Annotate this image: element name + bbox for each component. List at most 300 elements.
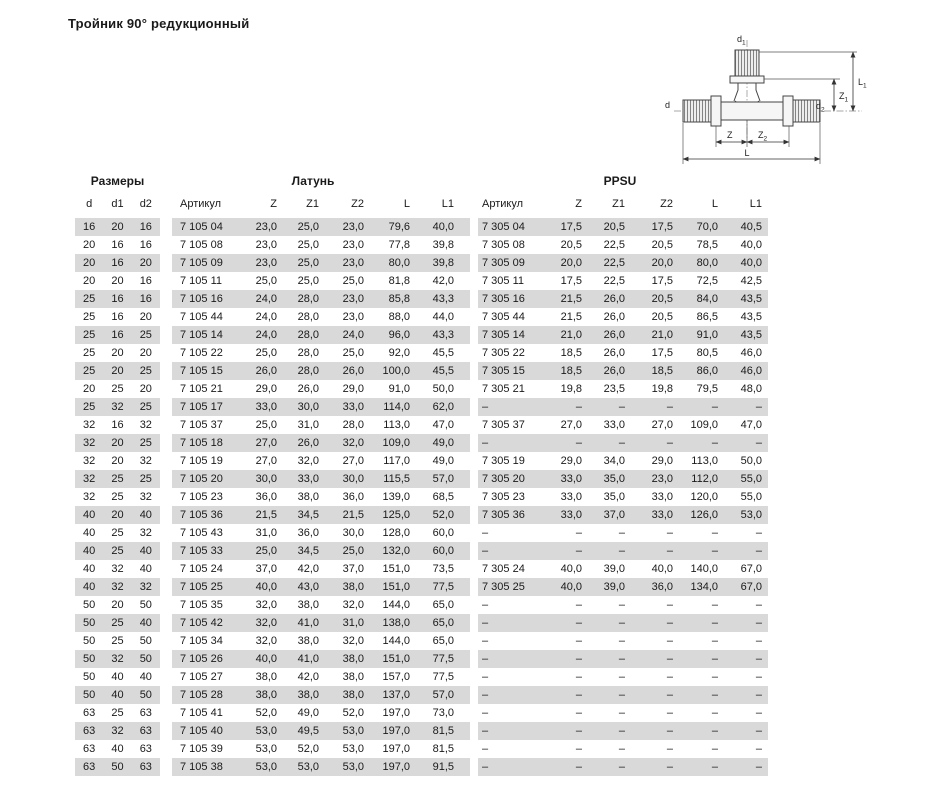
cell-ppsu-z2: – — [666, 725, 673, 737]
cell-ppsu-article: – — [482, 689, 489, 701]
cell-ppsu-l1: 46,0 — [740, 365, 762, 377]
cell-d1: 32 — [111, 563, 124, 575]
cell-brass-z2: 25,0 — [342, 545, 364, 557]
cell-brass-z1: 41,0 — [297, 653, 319, 665]
cell-d1: 20 — [111, 599, 124, 611]
cell-d: 63 — [83, 761, 96, 773]
cell-brass-article: 7 105 40 — [180, 725, 223, 737]
cell-ppsu-z2: 17,5 — [651, 275, 673, 287]
cell-d1: 20 — [111, 275, 124, 287]
cell-d1: 25 — [111, 527, 124, 539]
cell-brass-article: 7 105 22 — [180, 347, 223, 359]
cell-ppsu-z: 21,5 — [560, 311, 582, 323]
cell-brass-z1: 36,0 — [297, 527, 319, 539]
cell-ppsu-article: 7 305 25 — [482, 581, 525, 593]
cell-brass-l1: 47,0 — [432, 419, 454, 431]
table-row — [75, 704, 768, 722]
cell-ppsu-article: – — [482, 437, 489, 449]
cell-ppsu-article: – — [482, 545, 489, 557]
cell-brass-z: 38,0 — [255, 671, 277, 683]
cell-brass-l1: 91,5 — [432, 761, 454, 773]
cell-ppsu-l: – — [711, 599, 718, 611]
cell-ppsu-z2: – — [666, 761, 673, 773]
cell-d2: 25 — [139, 329, 152, 341]
cell-brass-z1: 34,5 — [297, 545, 319, 557]
cell-brass-article: 7 105 33 — [180, 545, 223, 557]
table-row — [75, 542, 768, 560]
cell-brass-z2: 53,0 — [342, 725, 364, 737]
cell-d2: 32 — [139, 527, 152, 539]
table-row — [75, 326, 768, 344]
cell-ppsu-z: – — [575, 617, 582, 629]
cell-d: 25 — [83, 347, 96, 359]
cell-brass-z: 40,0 — [255, 581, 277, 593]
table-row — [75, 362, 768, 380]
cell-ppsu-l1: – — [755, 437, 762, 449]
cell-ppsu-l1: 40,0 — [740, 257, 762, 269]
col-header-ppsu-l: L — [711, 198, 718, 210]
cell-brass-l: 197,0 — [382, 761, 410, 773]
cell-ppsu-z: 33,0 — [560, 491, 582, 503]
cell-brass-article: 7 105 16 — [180, 293, 223, 305]
cell-ppsu-z2: 36,0 — [651, 581, 673, 593]
cell-ppsu-l1: 46,0 — [740, 347, 762, 359]
cell-d: 50 — [83, 617, 96, 629]
dim-label-z1: $Z_1$ — [839, 91, 849, 104]
cell-d2: 50 — [139, 653, 152, 665]
cell-brass-article: 7 105 42 — [180, 617, 223, 629]
dim-label-z2: $Z_2$ — [758, 130, 768, 143]
table-row — [75, 560, 768, 578]
cell-brass-z1: 34,5 — [297, 509, 319, 521]
cell-ppsu-l: – — [711, 761, 718, 773]
table-row — [75, 470, 768, 488]
cell-ppsu-z: 20,0 — [560, 257, 582, 269]
cell-d1: 25 — [111, 473, 124, 485]
cell-ppsu-article: – — [482, 707, 489, 719]
cell-brass-z1: 38,0 — [297, 491, 319, 503]
cell-ppsu-z1: 22,5 — [603, 257, 625, 269]
cell-d1: 25 — [111, 707, 124, 719]
cell-brass-z: 23,0 — [255, 221, 277, 233]
cell-ppsu-z: – — [575, 707, 582, 719]
cell-brass-z1: 28,0 — [297, 311, 319, 323]
cell-ppsu-l: – — [711, 635, 718, 647]
table-row — [75, 218, 768, 236]
cell-d2: 32 — [139, 455, 152, 467]
col-header-ppsu-z1: Z1 — [612, 198, 625, 210]
cell-brass-l: 128,0 — [382, 527, 410, 539]
cell-d: 50 — [83, 689, 96, 701]
cell-ppsu-l1: 48,0 — [740, 383, 762, 395]
cell-ppsu-article: 7 305 14 — [482, 329, 525, 341]
cell-ppsu-l1: 47,0 — [740, 419, 762, 431]
cell-ppsu-z2: 29,0 — [651, 455, 673, 467]
cell-ppsu-article: 7 305 08 — [482, 239, 525, 251]
cell-brass-z: 29,0 — [255, 383, 277, 395]
table-row — [75, 632, 768, 650]
cell-brass-l1: 65,0 — [432, 599, 454, 611]
cell-brass-l: 151,0 — [382, 653, 410, 665]
cell-brass-l1: 81,5 — [432, 725, 454, 737]
cell-ppsu-article: – — [482, 527, 489, 539]
cell-ppsu-l: 86,0 — [696, 365, 718, 377]
cell-brass-l: 197,0 — [382, 743, 410, 755]
cell-brass-l: 77,8 — [388, 239, 410, 251]
cell-d2: 20 — [139, 383, 152, 395]
table-row — [75, 254, 768, 272]
cell-brass-article: 7 105 19 — [180, 455, 223, 467]
cell-brass-z2: 23,0 — [342, 221, 364, 233]
cell-ppsu-l: 91,0 — [696, 329, 718, 341]
cell-d1: 32 — [111, 725, 124, 737]
branch-outlet — [730, 50, 764, 110]
cell-ppsu-l1: – — [755, 545, 762, 557]
cell-d2: 20 — [139, 311, 152, 323]
cell-d1: 20 — [111, 221, 124, 233]
cell-ppsu-z1: 26,0 — [603, 293, 625, 305]
cell-ppsu-article: – — [482, 761, 489, 773]
col-header-brass-article: Артикул — [180, 198, 222, 210]
table-row — [75, 506, 768, 524]
dim-label-d1: $d_1$ — [737, 34, 746, 47]
cell-ppsu-z2: 40,0 — [651, 563, 673, 575]
cell-ppsu-l: 79,5 — [696, 383, 718, 395]
cell-d: 32 — [83, 455, 96, 467]
cell-ppsu-z1: 26,0 — [603, 311, 625, 323]
cell-ppsu-z: 40,0 — [560, 581, 582, 593]
cell-ppsu-z1: 35,0 — [603, 473, 625, 485]
cell-ppsu-z2: 17,5 — [651, 221, 673, 233]
cell-brass-z: 32,0 — [255, 599, 277, 611]
cell-d2: 25 — [139, 401, 152, 413]
cell-brass-l1: 77,5 — [432, 581, 454, 593]
cell-ppsu-article: 7 305 09 — [482, 257, 525, 269]
cell-d: 63 — [83, 707, 96, 719]
cell-brass-z2: 52,0 — [342, 707, 364, 719]
col-header-brass-l: L — [403, 198, 410, 210]
cell-d2: 50 — [139, 599, 152, 611]
cell-ppsu-z: – — [575, 635, 582, 647]
cell-d: 20 — [83, 275, 96, 287]
cell-brass-z: 33,0 — [255, 401, 277, 413]
cell-brass-z1: 26,0 — [297, 437, 319, 449]
cell-ppsu-z2: – — [666, 599, 673, 611]
cell-d: 50 — [83, 671, 96, 683]
cell-brass-z2: 25,0 — [342, 347, 364, 359]
cell-brass-l1: 50,0 — [432, 383, 454, 395]
cell-d2: 50 — [139, 635, 152, 647]
cell-brass-l: 125,0 — [382, 509, 410, 521]
cell-brass-l: 109,0 — [382, 437, 410, 449]
cell-ppsu-z1: 39,0 — [603, 563, 625, 575]
table-body — [75, 218, 768, 776]
cell-d1: 40 — [111, 743, 124, 755]
cell-ppsu-z1: – — [618, 401, 625, 413]
cell-brass-z1: 28,0 — [297, 347, 319, 359]
cell-brass-l1: 52,0 — [432, 509, 454, 521]
cell-ppsu-z2: 20,0 — [651, 257, 673, 269]
cell-brass-l: 137,0 — [382, 689, 410, 701]
cell-brass-l1: 65,0 — [432, 635, 454, 647]
cell-brass-z1: 25,0 — [297, 275, 319, 287]
cell-ppsu-l1: – — [755, 527, 762, 539]
cell-brass-l: 139,0 — [382, 491, 410, 503]
cell-d1: 20 — [111, 509, 124, 521]
cell-ppsu-z: – — [575, 653, 582, 665]
cell-brass-z: 24,0 — [255, 311, 277, 323]
cell-brass-l1: 49,0 — [432, 455, 454, 467]
table-row — [75, 398, 768, 416]
cell-ppsu-z2: – — [666, 653, 673, 665]
cell-d: 25 — [83, 293, 96, 305]
cell-brass-z1: 38,0 — [297, 599, 319, 611]
cell-brass-z1: 49,5 — [297, 725, 319, 737]
cell-ppsu-z1: 26,0 — [603, 347, 625, 359]
cell-ppsu-z1: – — [618, 617, 625, 629]
cell-ppsu-l: 80,5 — [696, 347, 718, 359]
cell-brass-l: 138,0 — [382, 617, 410, 629]
cell-ppsu-l1: – — [755, 653, 762, 665]
cell-ppsu-z1: 20,5 — [603, 221, 625, 233]
cell-ppsu-z1: 37,0 — [603, 509, 625, 521]
cell-brass-article: 7 105 25 — [180, 581, 223, 593]
cell-ppsu-article: – — [482, 743, 489, 755]
cell-brass-l: 197,0 — [382, 707, 410, 719]
cell-brass-article: 7 105 39 — [180, 743, 223, 755]
cell-brass-article: 7 105 34 — [180, 635, 223, 647]
cell-brass-z2: 33,0 — [342, 401, 364, 413]
cell-d1: 40 — [111, 671, 124, 683]
cell-d2: 16 — [139, 239, 152, 251]
col-header-brass-z1: Z1 — [306, 198, 319, 210]
cell-ppsu-l: – — [711, 545, 718, 557]
cell-d1: 16 — [111, 257, 124, 269]
cell-ppsu-l1: – — [755, 707, 762, 719]
table-row — [75, 758, 768, 776]
cell-brass-z2: 53,0 — [342, 743, 364, 755]
cell-ppsu-l1: – — [755, 599, 762, 611]
cell-ppsu-l1: – — [755, 401, 762, 413]
group-header-brass: Латунь — [291, 174, 335, 188]
cell-d2: 25 — [139, 473, 152, 485]
cell-ppsu-l1: – — [755, 671, 762, 683]
cell-ppsu-l: – — [711, 743, 718, 755]
cell-d1: 20 — [111, 347, 124, 359]
cell-ppsu-z1: 22,5 — [603, 275, 625, 287]
cell-brass-article: 7 105 38 — [180, 761, 223, 773]
cell-d: 25 — [83, 401, 96, 413]
cell-d1: 20 — [111, 437, 124, 449]
cell-brass-article: 7 105 14 — [180, 329, 223, 341]
cell-ppsu-z1: – — [618, 635, 625, 647]
cell-ppsu-l: 84,0 — [696, 293, 718, 305]
cell-ppsu-z1: – — [618, 437, 625, 449]
cell-d: 32 — [83, 473, 96, 485]
cell-d1: 25 — [111, 491, 124, 503]
cell-d1: 16 — [111, 419, 124, 431]
cell-ppsu-z: – — [575, 545, 582, 557]
cell-ppsu-l: – — [711, 707, 718, 719]
cell-brass-l: 88,0 — [388, 311, 410, 323]
cell-brass-l1: 68,5 — [432, 491, 454, 503]
cell-ppsu-z2: – — [666, 671, 673, 683]
cell-brass-z1: 42,0 — [297, 671, 319, 683]
cell-brass-l: 151,0 — [382, 581, 410, 593]
cell-brass-l1: 45,5 — [432, 347, 454, 359]
cell-brass-l1: 43,3 — [432, 329, 454, 341]
cell-ppsu-z2: 20,5 — [651, 293, 673, 305]
cell-ppsu-z: – — [575, 743, 582, 755]
cell-ppsu-article: 7 305 44 — [482, 311, 525, 323]
cell-brass-l1: 77,5 — [432, 653, 454, 665]
cell-brass-z: 52,0 — [255, 707, 277, 719]
cell-brass-z1: 38,0 — [297, 689, 319, 701]
cell-d: 32 — [83, 491, 96, 503]
cell-d2: 63 — [139, 707, 152, 719]
cell-brass-z: 36,0 — [255, 491, 277, 503]
cell-brass-z: 27,0 — [255, 455, 277, 467]
cell-brass-z2: 23,0 — [342, 311, 364, 323]
cell-d: 50 — [83, 653, 96, 665]
cell-ppsu-z1: 26,0 — [603, 329, 625, 341]
cell-d1: 32 — [111, 653, 124, 665]
cell-d: 20 — [83, 257, 96, 269]
cell-ppsu-l1: 53,0 — [740, 509, 762, 521]
col-header-ppsu-article: Артикул — [482, 198, 524, 210]
cell-brass-l: 117,0 — [383, 455, 410, 467]
cell-ppsu-l: – — [711, 671, 718, 683]
cell-brass-z2: 23,0 — [342, 257, 364, 269]
table-row — [75, 524, 768, 542]
cell-d1: 32 — [111, 401, 124, 413]
cell-brass-z1: 53,0 — [297, 761, 319, 773]
cell-brass-l: 113,0 — [383, 419, 410, 431]
cell-ppsu-z1: 26,0 — [603, 365, 625, 377]
cell-brass-article: 7 105 37 — [180, 419, 223, 431]
table-row — [75, 290, 768, 308]
table-row — [75, 236, 768, 254]
cell-ppsu-z1: – — [618, 671, 625, 683]
cell-brass-l: 197,0 — [382, 725, 410, 737]
cell-ppsu-z2: – — [666, 743, 673, 755]
cell-brass-l1: 57,0 — [432, 689, 454, 701]
cell-ppsu-z2: 33,0 — [651, 491, 673, 503]
cell-brass-z2: 23,0 — [342, 293, 364, 305]
cell-brass-z2: 23,0 — [342, 239, 364, 251]
cell-d: 25 — [83, 311, 96, 323]
cell-brass-z2: 32,0 — [342, 635, 364, 647]
cell-brass-z2: 53,0 — [342, 761, 364, 773]
cell-brass-z2: 38,0 — [342, 581, 364, 593]
cell-ppsu-z: 33,0 — [560, 473, 582, 485]
cell-brass-z2: 29,0 — [342, 383, 364, 395]
col-header-ppsu-z: Z — [575, 198, 582, 210]
cell-d1: 40 — [111, 689, 124, 701]
cell-brass-z1: 49,0 — [297, 707, 319, 719]
table-row — [75, 272, 768, 290]
table-row — [75, 452, 768, 470]
col-header-brass-z: Z — [270, 198, 277, 210]
cell-brass-l1: 44,0 — [432, 311, 454, 323]
cell-brass-article: 7 105 35 — [180, 599, 223, 611]
cell-ppsu-article: – — [482, 599, 489, 611]
cell-d: 32 — [83, 437, 96, 449]
dim-label-z: Z — [727, 130, 733, 140]
cell-ppsu-l: – — [711, 689, 718, 701]
cell-brass-z: 25,0 — [255, 275, 277, 287]
col-header-d1: d1 — [111, 198, 124, 210]
cell-d1: 25 — [111, 617, 124, 629]
cell-brass-z1: 38,0 — [297, 635, 319, 647]
cell-ppsu-z1: 35,0 — [603, 491, 625, 503]
cell-brass-z: 37,0 — [255, 563, 277, 575]
cell-ppsu-z1: – — [618, 653, 625, 665]
cell-d2: 40 — [139, 509, 152, 521]
cell-ppsu-z1: – — [618, 527, 625, 539]
cell-d2: 40 — [139, 563, 152, 575]
cell-d1: 20 — [111, 455, 124, 467]
cell-brass-z: 31,0 — [255, 527, 277, 539]
col-header-d2: d2 — [139, 198, 152, 210]
cell-brass-l1: 42,0 — [432, 275, 454, 287]
cell-ppsu-l: – — [711, 653, 718, 665]
cell-brass-z2: 21,5 — [342, 509, 364, 521]
cell-ppsu-z: 19,8 — [560, 383, 582, 395]
cell-d2: 63 — [139, 725, 152, 737]
cell-ppsu-z: 21,5 — [560, 293, 582, 305]
cell-brass-z1: 28,0 — [297, 365, 319, 377]
cell-ppsu-z: 29,0 — [560, 455, 582, 467]
cell-brass-z2: 36,0 — [342, 491, 364, 503]
cell-brass-z: 26,0 — [255, 365, 277, 377]
cell-ppsu-z1: – — [618, 743, 625, 755]
table-row — [75, 650, 768, 668]
cell-ppsu-l1: 42,5 — [740, 275, 762, 287]
cell-brass-z1: 30,0 — [297, 401, 319, 413]
cell-brass-z1: 25,0 — [297, 257, 319, 269]
cell-brass-l: 151,0 — [382, 563, 410, 575]
cell-d: 25 — [83, 329, 96, 341]
table-row — [75, 578, 768, 596]
cell-ppsu-z: 27,0 — [560, 419, 582, 431]
tee-fitting-diagram — [650, 20, 938, 170]
cell-brass-z: 27,0 — [255, 437, 277, 449]
cell-ppsu-z2: – — [666, 707, 673, 719]
cell-ppsu-z1: 22,5 — [603, 239, 625, 251]
cell-brass-l1: 57,0 — [432, 473, 454, 485]
cell-ppsu-article: – — [482, 653, 489, 665]
table-row — [75, 416, 768, 434]
dim-label-l: L — [744, 148, 750, 158]
cell-d2: 16 — [139, 221, 152, 233]
table-row — [75, 344, 768, 362]
cell-ppsu-z2: 17,5 — [651, 347, 673, 359]
cell-ppsu-l1: – — [755, 743, 762, 755]
cell-brass-l1: 77,5 — [432, 671, 454, 683]
cell-d2: 50 — [139, 689, 152, 701]
cell-ppsu-l: 86,5 — [696, 311, 718, 323]
cell-ppsu-article: – — [482, 725, 489, 737]
cell-brass-z: 25,0 — [255, 545, 277, 557]
cell-d1: 16 — [111, 311, 124, 323]
cell-ppsu-l1: 43,5 — [740, 311, 762, 323]
cell-brass-z: 53,0 — [255, 725, 277, 737]
cell-brass-l1: 39,8 — [432, 239, 454, 251]
cell-brass-z2: 32,0 — [342, 437, 364, 449]
cell-brass-article: 7 105 43 — [180, 527, 223, 539]
dim-label-l1: $L_1$ — [858, 77, 867, 90]
